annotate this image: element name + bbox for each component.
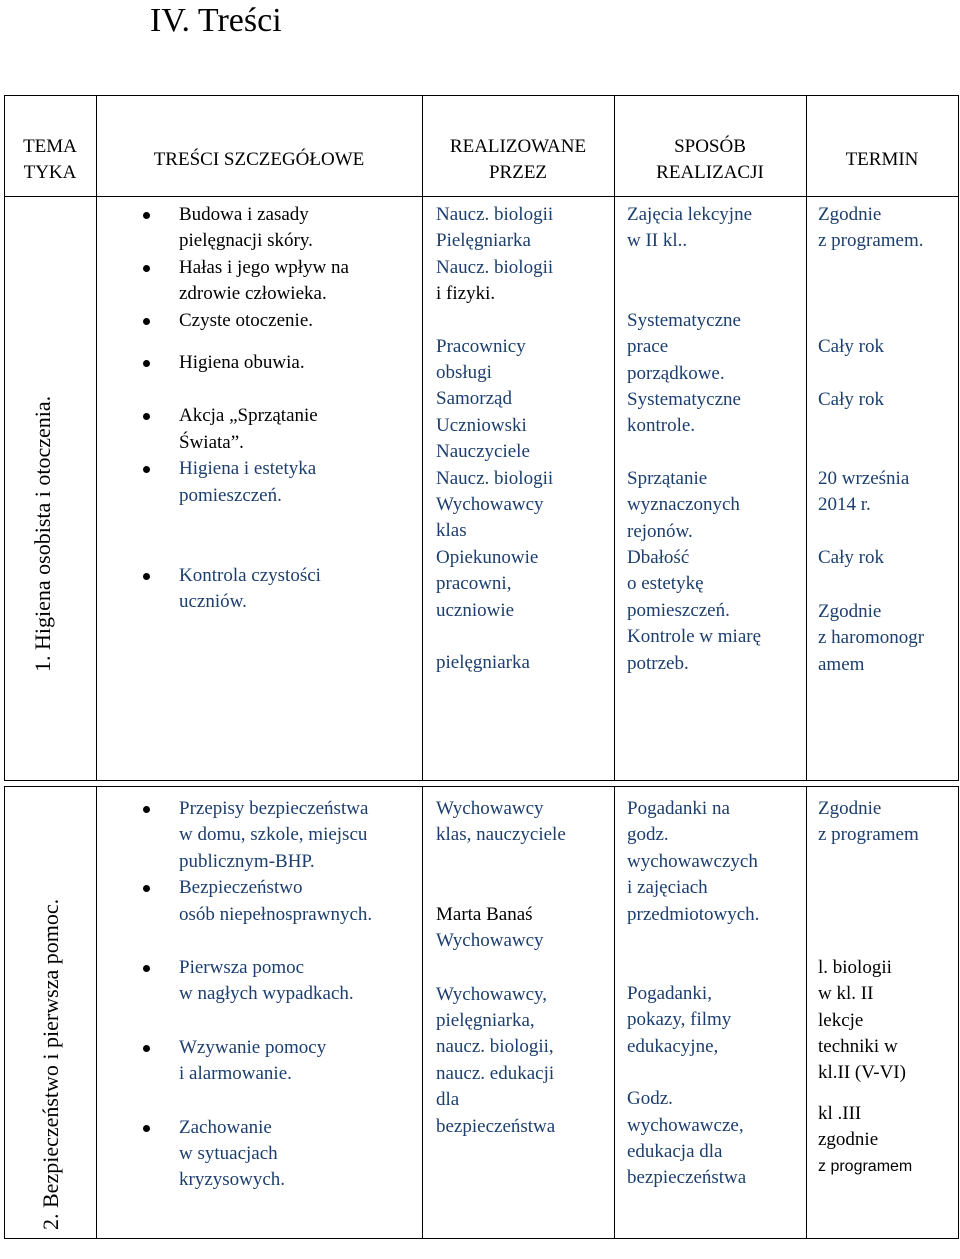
row1-sposob: Zajęcia lekcyjne w II kl.. Systematyczne prace porządkowe. Systematyczne kontrole. Sprzątanie wyznaczonych rejonów. Dbałość o estetykę pomieszczeń. Kontrole w miarę potrzeb. — [627, 204, 762, 674]
header-tresci: TREŚCI SZCZEGÓŁOWE — [153, 149, 365, 170]
header-bottom-border — [4, 196, 959, 197]
list-item: Pierwsza pomoc w nagłych wypadkach. — [179, 955, 372, 1008]
row2-tresci — [179, 796, 372, 1194]
table-bottom-border — [4, 1238, 959, 1239]
row1-topic: 1. Higiena osobista i otoczenia. — [30, 395, 55, 672]
list-item: Higiena i estetyka pomieszczeń. — [179, 456, 349, 509]
row2-sposob: Pogadanki na godz. wychowawczych i zajęciach przedmiotowych. Pogadanki, pokazy, filmy edukacyjne, Godz. wychowawcze, edukacja dla bezpieczeństwa — [627, 798, 760, 1189]
list-item: Budowa i zasady pielęgnacji skóry. — [179, 202, 349, 255]
col-border-0b — [4, 786, 5, 1239]
col-border-3 — [614, 95, 615, 781]
list-item: Przepisy bezpieczeństwa w domu, szkole, miejscu publicznym-BHP. — [179, 796, 372, 875]
list-item: Higiena obuwia. — [179, 350, 349, 376]
list-item: Czyste otoczenie. — [179, 308, 349, 334]
row1-tresci — [179, 202, 349, 616]
row2-termin: Zgodnie z programem l. biologii w kl. II lekcje techniki w kl.II (V-VI) kl .III zgodnie z programem — [818, 798, 919, 1175]
col-border-1 — [96, 95, 97, 781]
row2-realizowane: Wychowawcy klas, nauczyciele Marta Banaś Wychowawcy Wychowawcy, pielęgniarka, naucz. biologii, naucz. edukacji dla bezpieczeństwa — [436, 798, 566, 1137]
table-top-border — [4, 95, 959, 96]
col-border-3b — [614, 786, 615, 1239]
row1-realizowane: Naucz. biologii Pielęgniarka Naucz. biologii i fizyki. Pracownicy obsługi Samorząd Uczniowski Nauczyciele Naucz. biologii Wychowawcy klas Opiekunowie pracowni, uczniowie pielęgniarka — [436, 204, 554, 674]
col-border-0 — [4, 95, 5, 781]
list-item: Bezpieczeństwo osób niepełnosprawnych. — [179, 875, 372, 928]
header-realizowane: REALIZOWANE PRZEZ — [449, 136, 587, 183]
list-item: Zachowanie w sytuacjach kryzysowych. — [179, 1115, 372, 1194]
col-border-5b — [958, 786, 959, 1239]
col-border-2 — [422, 95, 423, 781]
row1-bottom-border — [4, 780, 959, 781]
col-border-2b — [422, 786, 423, 1239]
header-sposob: SPOSÓB REALIZACJI — [656, 136, 764, 183]
row2-topic: 2. Bezpieczeństwo i pierwsza pomoc. — [38, 898, 63, 1230]
col-border-4b — [806, 786, 807, 1239]
header-tematyka: TEMA TYKA — [23, 136, 77, 183]
list-item: Hałas i jego wpływ na zdrowie człowieka. — [179, 255, 349, 308]
page-title: IV. Treści — [150, 2, 282, 39]
header-termin: TERMIN — [845, 149, 919, 170]
col-border-5 — [958, 95, 959, 781]
row1-termin: Zgodnie z programem. Cały rok Cały rok 20 września 2014 r. Cały rok Zgodnie z haromonogr amem — [818, 204, 925, 675]
list-item: Akcja „Sprzątanie Świata”. — [179, 403, 349, 456]
col-border-1b — [96, 786, 97, 1239]
list-item: Wzywanie pomocy i alarmowanie. — [179, 1035, 372, 1088]
row2-top-border — [4, 786, 959, 787]
list-item: Kontrola czystości uczniów. — [179, 563, 349, 616]
col-border-4 — [806, 95, 807, 781]
